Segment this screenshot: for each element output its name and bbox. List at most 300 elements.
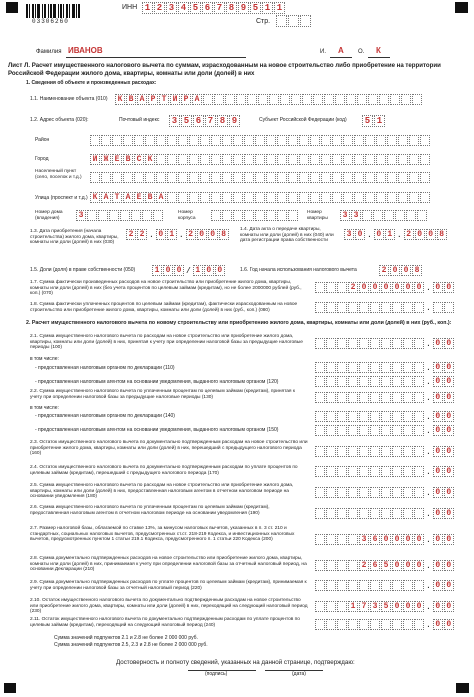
- char-cell[interactable]: 5: [190, 2, 201, 14]
- char-cell[interactable]: [409, 172, 419, 183]
- char-cell[interactable]: [420, 172, 430, 183]
- f-2-10-amount[interactable]: [315, 601, 454, 612]
- char-cell[interactable]: 2: [137, 229, 147, 240]
- char-cell[interactable]: [291, 94, 301, 105]
- char-cell[interactable]: [112, 135, 122, 146]
- char-cell[interactable]: [178, 154, 188, 165]
- char-cell[interactable]: [337, 362, 347, 373]
- char-cell[interactable]: [348, 534, 358, 545]
- f-2-8-amount[interactable]: [315, 560, 454, 571]
- char-cell[interactable]: [145, 172, 155, 183]
- char-cell[interactable]: [200, 135, 210, 146]
- char-cell[interactable]: [142, 210, 152, 221]
- char-cell[interactable]: [362, 210, 372, 221]
- char-cell[interactable]: [403, 425, 413, 436]
- char-cell[interactable]: [255, 192, 265, 203]
- char-cell[interactable]: 3: [344, 229, 354, 240]
- char-cell[interactable]: 1: [262, 2, 273, 14]
- page-number-field[interactable]: [276, 15, 311, 27]
- char-cell[interactable]: [269, 94, 279, 105]
- char-cell[interactable]: [87, 210, 97, 221]
- char-cell[interactable]: [326, 411, 336, 422]
- char-cell[interactable]: 0: [433, 392, 443, 403]
- char-cell[interactable]: [376, 172, 386, 183]
- char-cell[interactable]: [167, 192, 177, 203]
- char-cell[interactable]: [337, 425, 347, 436]
- char-cell[interactable]: К: [115, 94, 125, 105]
- char-cell[interactable]: [370, 362, 380, 373]
- char-cell[interactable]: 5: [181, 115, 192, 127]
- char-cell[interactable]: 1: [385, 229, 395, 240]
- char-cell[interactable]: 0: [403, 560, 413, 571]
- char-cell[interactable]: [348, 466, 358, 477]
- char-cell[interactable]: 3: [166, 2, 177, 14]
- char-cell[interactable]: Т: [112, 192, 122, 203]
- char-cell[interactable]: 0: [444, 487, 454, 498]
- char-cell[interactable]: [302, 94, 312, 105]
- char-cell[interactable]: [359, 619, 369, 630]
- char-cell[interactable]: [392, 508, 402, 519]
- char-cell[interactable]: [370, 425, 380, 436]
- char-cell[interactable]: [280, 94, 290, 105]
- char-cell[interactable]: [381, 302, 391, 313]
- char-cell[interactable]: [321, 172, 331, 183]
- char-cell[interactable]: [123, 135, 133, 146]
- house-field[interactable]: [76, 210, 163, 221]
- act-date-field[interactable]: [344, 229, 447, 240]
- char-cell[interactable]: [145, 135, 155, 146]
- char-cell[interactable]: 0: [392, 601, 402, 612]
- char-cell[interactable]: [392, 466, 402, 477]
- char-cell[interactable]: К: [145, 154, 155, 165]
- char-cell[interactable]: [370, 446, 380, 457]
- char-cell[interactable]: А: [101, 192, 111, 203]
- char-cell[interactable]: [233, 192, 243, 203]
- char-cell[interactable]: 0: [370, 282, 380, 293]
- char-cell[interactable]: [335, 94, 345, 105]
- surname-value[interactable]: ИВАНОВ: [68, 46, 103, 55]
- char-cell[interactable]: 0: [403, 282, 413, 293]
- char-cell[interactable]: [326, 534, 336, 545]
- char-cell[interactable]: [178, 192, 188, 203]
- char-cell[interactable]: [370, 302, 380, 313]
- char-cell[interactable]: [288, 192, 298, 203]
- char-cell[interactable]: [255, 172, 265, 183]
- char-cell[interactable]: [288, 210, 298, 221]
- char-cell[interactable]: [315, 282, 325, 293]
- char-cell[interactable]: [315, 376, 325, 387]
- char-cell[interactable]: 0: [444, 376, 454, 387]
- char-cell[interactable]: [348, 392, 358, 403]
- char-cell[interactable]: [277, 172, 287, 183]
- char-cell[interactable]: [370, 487, 380, 498]
- char-cell[interactable]: [326, 560, 336, 571]
- f-2-6-amount[interactable]: [315, 508, 454, 519]
- char-cell[interactable]: 0: [390, 265, 400, 276]
- char-cell[interactable]: 2: [126, 229, 136, 240]
- char-cell[interactable]: [310, 172, 320, 183]
- char-cell[interactable]: [324, 94, 334, 105]
- char-cell[interactable]: [359, 425, 369, 436]
- char-cell[interactable]: [313, 94, 323, 105]
- street-field[interactable]: [90, 192, 430, 203]
- f-2-1b-amount[interactable]: [315, 376, 454, 387]
- char-cell[interactable]: 0: [444, 560, 454, 571]
- char-cell[interactable]: [326, 302, 336, 313]
- char-cell[interactable]: [167, 172, 177, 183]
- char-cell[interactable]: [266, 135, 276, 146]
- char-cell[interactable]: [365, 135, 375, 146]
- char-cell[interactable]: [403, 411, 413, 422]
- char-cell[interactable]: 0: [433, 282, 443, 293]
- char-cell[interactable]: [348, 338, 358, 349]
- f-1-8-amount[interactable]: [315, 302, 454, 313]
- char-cell[interactable]: 0: [444, 362, 454, 373]
- char-cell[interactable]: 0: [444, 466, 454, 477]
- city-field[interactable]: [90, 154, 430, 165]
- char-cell[interactable]: [332, 192, 342, 203]
- char-cell[interactable]: [414, 508, 424, 519]
- char-cell[interactable]: 2: [359, 560, 369, 571]
- char-cell[interactable]: 0: [444, 392, 454, 403]
- char-cell[interactable]: [414, 446, 424, 457]
- char-cell[interactable]: [365, 192, 375, 203]
- char-cell[interactable]: [387, 154, 397, 165]
- char-cell[interactable]: [376, 135, 386, 146]
- char-cell[interactable]: 0: [444, 508, 454, 519]
- char-cell[interactable]: 2: [379, 265, 389, 276]
- date-line[interactable]: [265, 663, 323, 671]
- char-cell[interactable]: [348, 376, 358, 387]
- char-cell[interactable]: [381, 487, 391, 498]
- initial-o-value[interactable]: К: [376, 46, 381, 55]
- char-cell[interactable]: [200, 172, 210, 183]
- char-cell[interactable]: [392, 619, 402, 630]
- char-cell[interactable]: [401, 94, 411, 105]
- char-cell[interactable]: [178, 172, 188, 183]
- char-cell[interactable]: [266, 154, 276, 165]
- char-cell[interactable]: [315, 534, 325, 545]
- char-cell[interactable]: 0: [197, 229, 207, 240]
- char-cell[interactable]: [348, 619, 358, 630]
- char-cell[interactable]: [315, 392, 325, 403]
- char-cell[interactable]: 0: [174, 265, 184, 276]
- char-cell[interactable]: [392, 302, 402, 313]
- char-cell[interactable]: [178, 135, 188, 146]
- char-cell[interactable]: 8: [437, 229, 447, 240]
- char-cell[interactable]: [315, 487, 325, 498]
- char-cell[interactable]: 2: [348, 282, 358, 293]
- char-cell[interactable]: [288, 135, 298, 146]
- char-cell[interactable]: В: [145, 192, 155, 203]
- char-cell[interactable]: С: [134, 154, 144, 165]
- char-cell[interactable]: 0: [426, 229, 436, 240]
- char-cell[interactable]: [266, 210, 276, 221]
- char-cell[interactable]: [359, 411, 369, 422]
- char-cell[interactable]: [337, 601, 347, 612]
- flat-field[interactable]: [340, 210, 427, 221]
- char-cell[interactable]: [123, 172, 133, 183]
- char-cell[interactable]: [244, 172, 254, 183]
- char-cell[interactable]: [348, 411, 358, 422]
- char-cell[interactable]: [359, 446, 369, 457]
- char-cell[interactable]: [348, 362, 358, 373]
- char-cell[interactable]: А: [156, 192, 166, 203]
- char-cell[interactable]: А: [123, 192, 133, 203]
- char-cell[interactable]: [233, 154, 243, 165]
- char-cell[interactable]: [299, 135, 309, 146]
- char-cell[interactable]: 0: [403, 601, 413, 612]
- char-cell[interactable]: 0: [444, 446, 454, 457]
- char-cell[interactable]: 3: [359, 534, 369, 545]
- char-cell[interactable]: [101, 135, 111, 146]
- char-cell[interactable]: [310, 192, 320, 203]
- char-cell[interactable]: [255, 135, 265, 146]
- char-cell[interactable]: [403, 362, 413, 373]
- char-cell[interactable]: 0: [208, 229, 218, 240]
- char-cell[interactable]: [392, 376, 402, 387]
- char-cell[interactable]: [381, 362, 391, 373]
- char-cell[interactable]: 0: [215, 265, 225, 276]
- char-cell[interactable]: [326, 487, 336, 498]
- char-cell[interactable]: [392, 487, 402, 498]
- char-cell[interactable]: [211, 192, 221, 203]
- char-cell[interactable]: [359, 392, 369, 403]
- char-cell[interactable]: 8: [226, 2, 237, 14]
- char-cell[interactable]: 0: [381, 282, 391, 293]
- char-cell[interactable]: [370, 392, 380, 403]
- char-cell[interactable]: [189, 172, 199, 183]
- char-cell[interactable]: [90, 135, 100, 146]
- locality-field[interactable]: [90, 172, 430, 183]
- char-cell[interactable]: [381, 425, 391, 436]
- char-cell[interactable]: 2: [404, 229, 414, 240]
- char-cell[interactable]: 0: [414, 282, 424, 293]
- char-cell[interactable]: 0: [433, 425, 443, 436]
- char-cell[interactable]: [343, 154, 353, 165]
- char-cell[interactable]: [299, 172, 309, 183]
- char-cell[interactable]: [387, 192, 397, 203]
- char-cell[interactable]: [326, 376, 336, 387]
- char-cell[interactable]: [384, 210, 394, 221]
- char-cell[interactable]: [403, 466, 413, 477]
- f-1-7-amount[interactable]: [315, 282, 454, 293]
- char-cell[interactable]: [244, 135, 254, 146]
- char-cell[interactable]: [244, 192, 254, 203]
- char-cell[interactable]: [315, 560, 325, 571]
- char-cell[interactable]: 0: [433, 487, 443, 498]
- char-cell[interactable]: [315, 302, 325, 313]
- char-cell[interactable]: [244, 210, 254, 221]
- char-cell[interactable]: [315, 411, 325, 422]
- char-cell[interactable]: [343, 192, 353, 203]
- char-cell[interactable]: 3: [169, 115, 180, 127]
- char-cell[interactable]: [348, 446, 358, 457]
- char-cell[interactable]: 3: [340, 210, 350, 221]
- char-cell[interactable]: [211, 154, 221, 165]
- char-cell[interactable]: 1: [374, 115, 385, 127]
- char-cell[interactable]: [134, 135, 144, 146]
- char-cell[interactable]: 1: [348, 601, 358, 612]
- char-cell[interactable]: [225, 94, 235, 105]
- char-cell[interactable]: А: [192, 94, 202, 105]
- char-cell[interactable]: 0: [433, 580, 443, 591]
- char-cell[interactable]: [203, 94, 213, 105]
- char-cell[interactable]: Р: [148, 94, 158, 105]
- char-cell[interactable]: [120, 210, 130, 221]
- char-cell[interactable]: [109, 210, 119, 221]
- char-cell[interactable]: [392, 362, 402, 373]
- char-cell[interactable]: [354, 154, 364, 165]
- char-cell[interactable]: [277, 135, 287, 146]
- char-cell[interactable]: 8: [219, 229, 229, 240]
- char-cell[interactable]: [337, 466, 347, 477]
- char-cell[interactable]: [387, 172, 397, 183]
- char-cell[interactable]: 9: [238, 2, 249, 14]
- initial-i-value[interactable]: А: [338, 46, 344, 55]
- char-cell[interactable]: [398, 172, 408, 183]
- char-cell[interactable]: [315, 619, 325, 630]
- char-cell[interactable]: [370, 376, 380, 387]
- char-cell[interactable]: [332, 172, 342, 183]
- char-cell[interactable]: [98, 210, 108, 221]
- char-cell[interactable]: [348, 302, 358, 313]
- char-cell[interactable]: А: [137, 94, 147, 105]
- char-cell[interactable]: [90, 172, 100, 183]
- f-2-11-amount[interactable]: [315, 619, 454, 630]
- f-2-4-amount[interactable]: [315, 466, 454, 477]
- char-cell[interactable]: 6: [202, 2, 213, 14]
- char-cell[interactable]: [326, 601, 336, 612]
- char-cell[interactable]: [346, 94, 356, 105]
- char-cell[interactable]: [134, 172, 144, 183]
- char-cell[interactable]: [414, 302, 424, 313]
- char-cell[interactable]: [337, 487, 347, 498]
- char-cell[interactable]: [211, 135, 221, 146]
- char-cell[interactable]: [381, 580, 391, 591]
- char-cell[interactable]: 0: [433, 508, 443, 519]
- char-cell[interactable]: 0: [433, 619, 443, 630]
- char-cell[interactable]: 3: [370, 601, 380, 612]
- char-cell[interactable]: [315, 580, 325, 591]
- char-cell[interactable]: [326, 619, 336, 630]
- char-cell[interactable]: 0: [433, 338, 443, 349]
- char-cell[interactable]: В: [123, 154, 133, 165]
- char-cell[interactable]: [403, 487, 413, 498]
- char-cell[interactable]: [288, 172, 298, 183]
- char-cell[interactable]: 4: [178, 2, 189, 14]
- char-cell[interactable]: [420, 154, 430, 165]
- char-cell[interactable]: [233, 172, 243, 183]
- char-cell[interactable]: [337, 446, 347, 457]
- char-cell[interactable]: 0: [381, 534, 391, 545]
- char-cell[interactable]: [414, 338, 424, 349]
- char-cell[interactable]: [392, 425, 402, 436]
- char-cell[interactable]: [414, 580, 424, 591]
- char-cell[interactable]: 5: [362, 115, 373, 127]
- char-cell[interactable]: [370, 619, 380, 630]
- char-cell[interactable]: [247, 94, 257, 105]
- char-cell[interactable]: [255, 210, 265, 221]
- char-cell[interactable]: [359, 487, 369, 498]
- char-cell[interactable]: [189, 192, 199, 203]
- char-cell[interactable]: [300, 15, 311, 27]
- char-cell[interactable]: [326, 392, 336, 403]
- char-cell[interactable]: [326, 466, 336, 477]
- corp-field[interactable]: [211, 210, 298, 221]
- char-cell[interactable]: [392, 338, 402, 349]
- char-cell[interactable]: [403, 338, 413, 349]
- char-cell[interactable]: [189, 154, 199, 165]
- char-cell[interactable]: К: [90, 192, 100, 203]
- char-cell[interactable]: [392, 580, 402, 591]
- share-field[interactable]: [152, 265, 225, 276]
- char-cell[interactable]: [222, 135, 232, 146]
- char-cell[interactable]: [359, 580, 369, 591]
- inn-field[interactable]: [142, 2, 285, 14]
- char-cell[interactable]: 0: [156, 229, 166, 240]
- char-cell[interactable]: И: [170, 94, 180, 105]
- char-cell[interactable]: 2: [186, 229, 196, 240]
- char-cell[interactable]: [348, 487, 358, 498]
- char-cell[interactable]: [365, 154, 375, 165]
- f-2-1-amount[interactable]: [315, 338, 454, 349]
- char-cell[interactable]: [359, 302, 369, 313]
- f-2-9-amount[interactable]: [315, 580, 454, 591]
- char-cell[interactable]: 0: [433, 446, 443, 457]
- char-cell[interactable]: [403, 392, 413, 403]
- char-cell[interactable]: [310, 135, 320, 146]
- char-cell[interactable]: [326, 508, 336, 519]
- char-cell[interactable]: [403, 619, 413, 630]
- char-cell[interactable]: 8: [217, 115, 228, 127]
- char-cell[interactable]: [211, 172, 221, 183]
- char-cell[interactable]: [414, 411, 424, 422]
- f-2-2a-amount[interactable]: [315, 411, 454, 422]
- char-cell[interactable]: [288, 154, 298, 165]
- char-cell[interactable]: [167, 135, 177, 146]
- char-cell[interactable]: 9: [229, 115, 240, 127]
- char-cell[interactable]: [326, 446, 336, 457]
- char-cell[interactable]: [406, 210, 416, 221]
- char-cell[interactable]: Е: [112, 154, 122, 165]
- char-cell[interactable]: И: [90, 154, 100, 165]
- char-cell[interactable]: [414, 392, 424, 403]
- char-cell[interactable]: [153, 210, 163, 221]
- char-cell[interactable]: [370, 411, 380, 422]
- char-cell[interactable]: [359, 466, 369, 477]
- char-cell[interactable]: 6: [193, 115, 204, 127]
- char-cell[interactable]: 5: [381, 601, 391, 612]
- char-cell[interactable]: [200, 154, 210, 165]
- char-cell[interactable]: [337, 411, 347, 422]
- char-cell[interactable]: [343, 172, 353, 183]
- char-cell[interactable]: 8: [412, 265, 422, 276]
- char-cell[interactable]: [381, 376, 391, 387]
- char-cell[interactable]: [277, 192, 287, 203]
- char-cell[interactable]: [370, 466, 380, 477]
- char-cell[interactable]: 0: [163, 265, 173, 276]
- char-cell[interactable]: 0: [444, 338, 454, 349]
- char-cell[interactable]: 6: [370, 534, 380, 545]
- char-cell[interactable]: [277, 210, 287, 221]
- char-cell[interactable]: [392, 392, 402, 403]
- char-cell[interactable]: [370, 338, 380, 349]
- char-cell[interactable]: [373, 210, 383, 221]
- char-cell[interactable]: [348, 508, 358, 519]
- char-cell[interactable]: [277, 154, 287, 165]
- char-cell[interactable]: 0: [414, 601, 424, 612]
